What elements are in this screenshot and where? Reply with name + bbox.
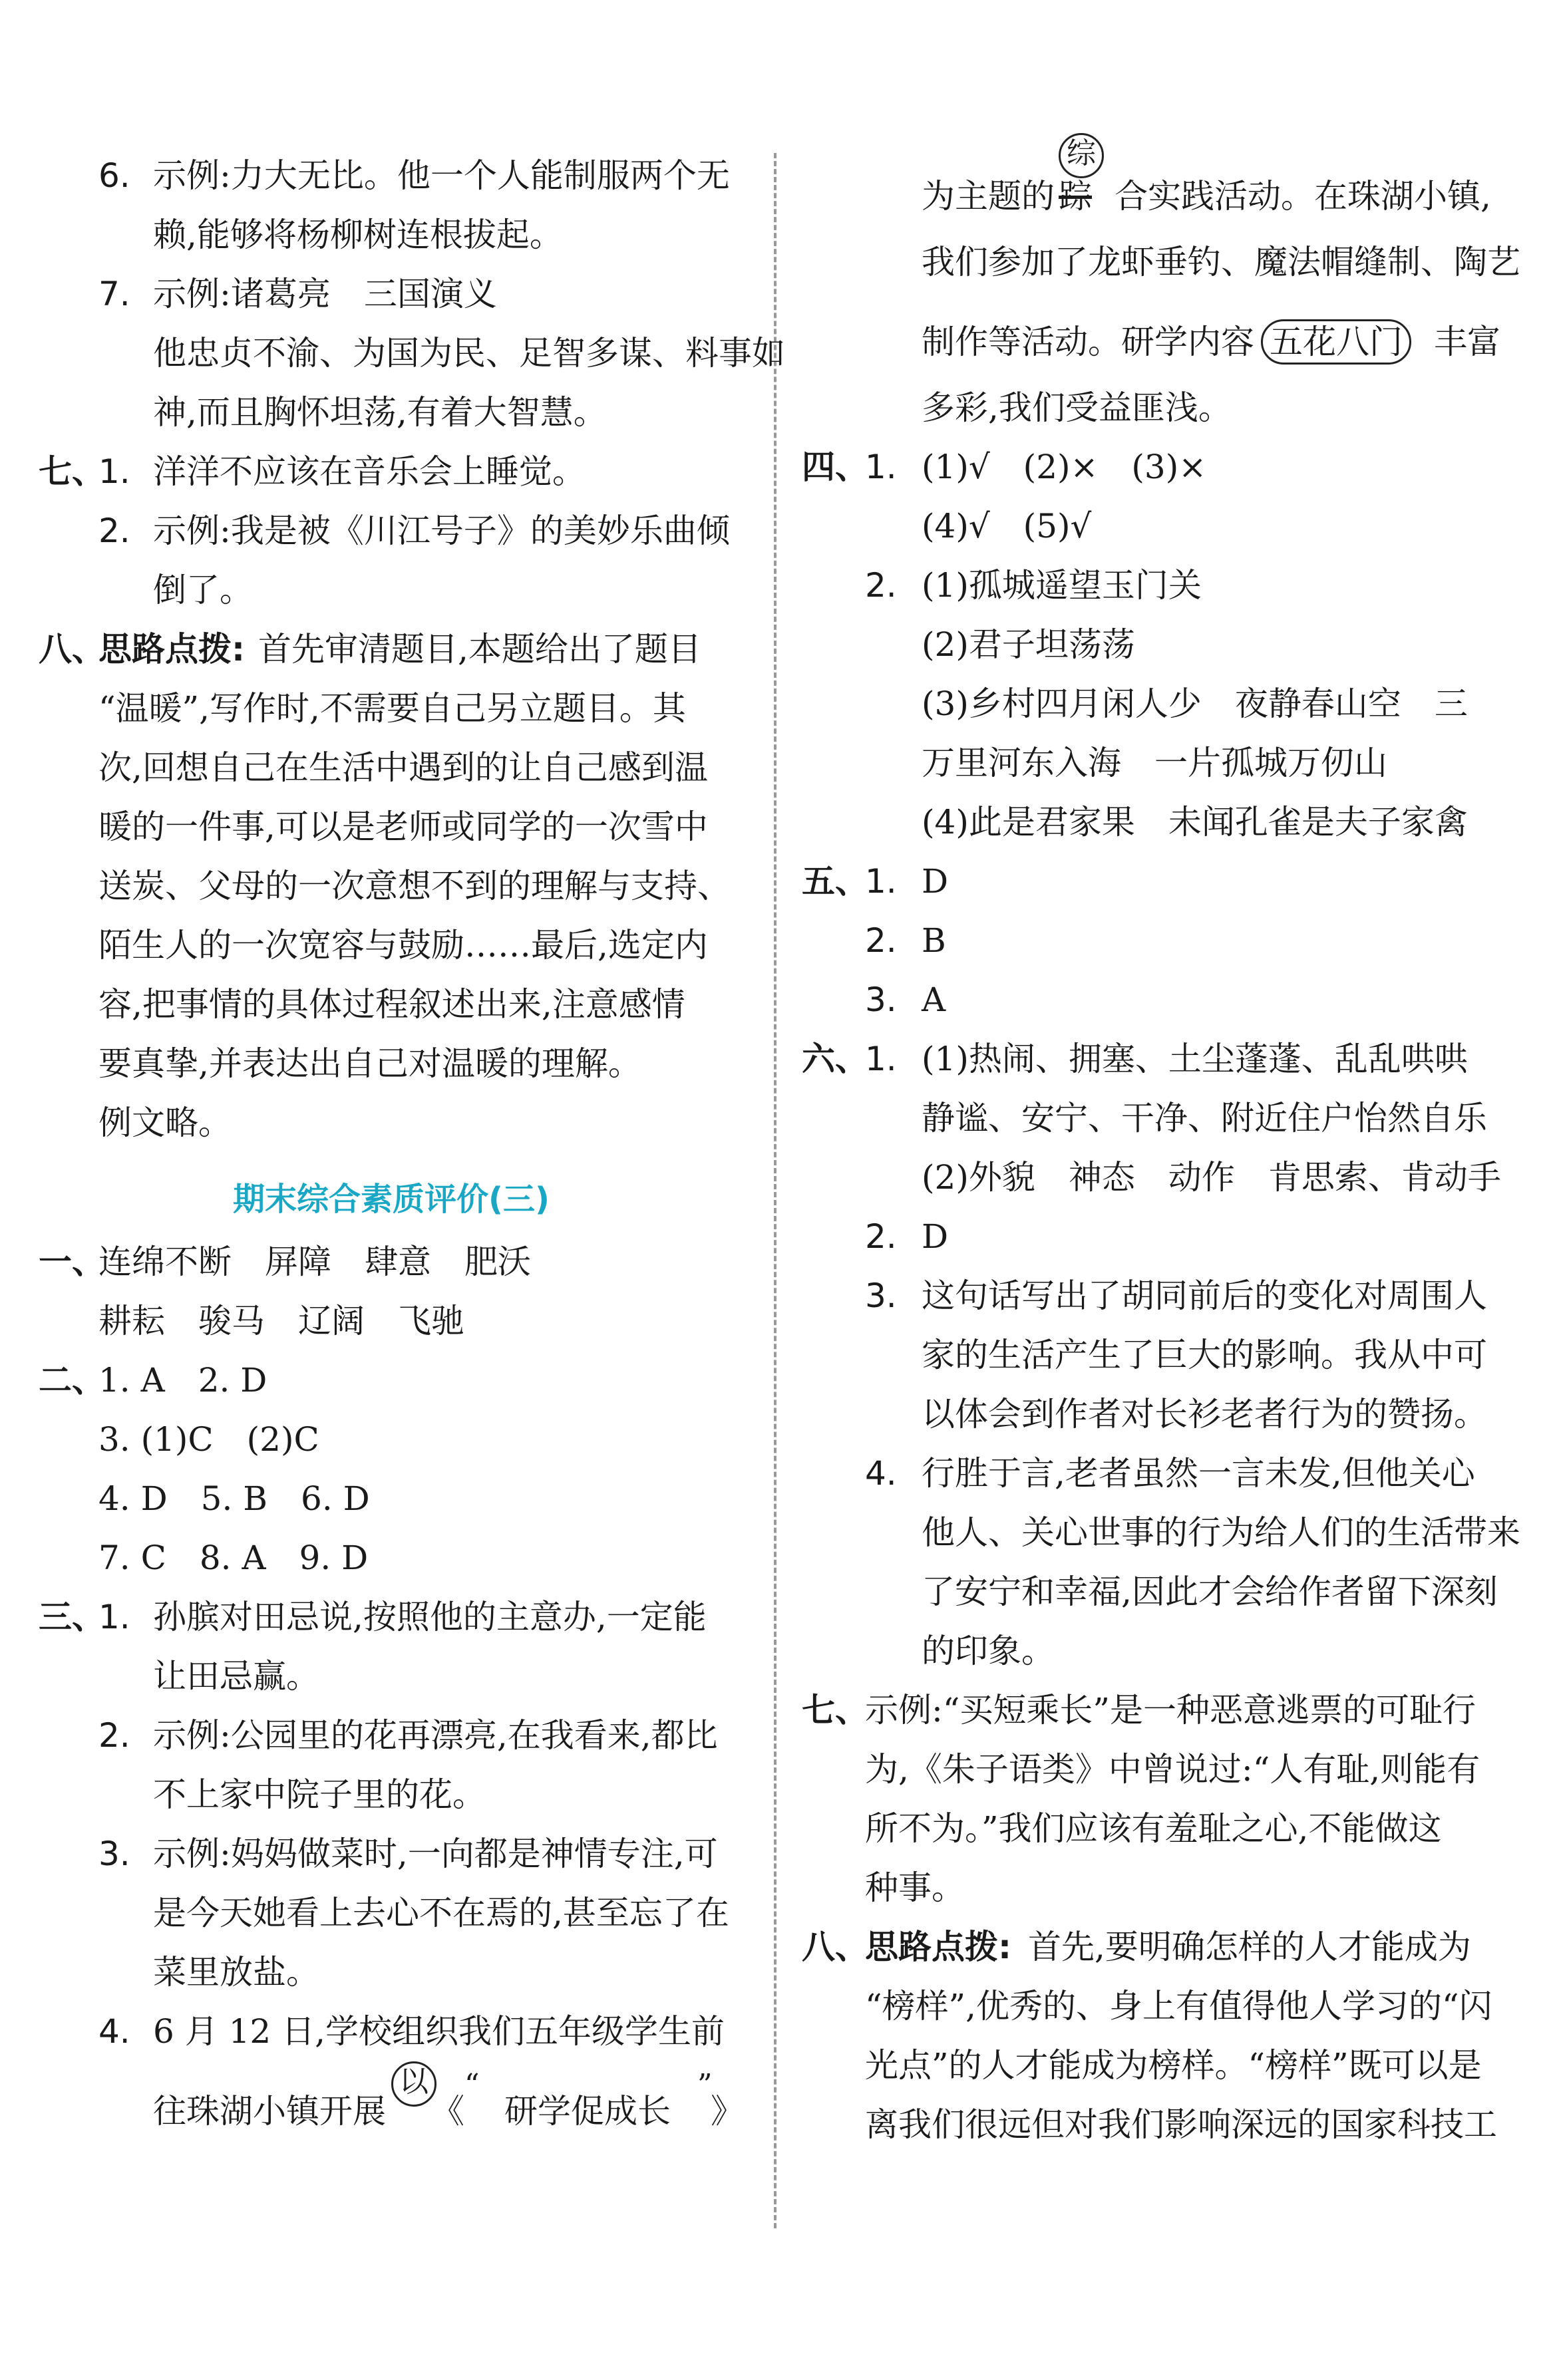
s1-row: 一、 连绵不断 屏障 肆意 肥沃 <box>39 1243 531 1281</box>
s8-row: 八、 思路点拨: 首先,要明确怎样的人才能成为 <box>802 1928 1471 1966</box>
correction-line: 往珠湖小镇开展 以 “ 《 研学促成长 ” 》 <box>39 2061 744 2148</box>
s5-row: 五、 1. D <box>802 862 949 901</box>
insertion-mark-zong: 综 <box>1059 133 1104 178</box>
s6-row: 六、 1. (1)热闹、拥塞、土尘蓬蓬、乱乱哄哄 <box>802 1040 1468 1078</box>
left-column: 6. 示例:力大无比。他一个人能制服两个无 赖,能够将杨柳树连根拔起。 7. 示例:诸葛亮 三国演义 他忠贞不渝、为国为民、足智多谋、料事如 神,而且胸怀坦荡,有着大智慧。 七、 1. 洋洋不应该在音乐会上睡觉。 2. 示例:我是被《川江号子》的美妙乐曲倾 倒了。 八、 思路点拨: 首先审清题目,本题给出了题目 “温暖”,写作时,不需要自己另立题目。其 次,回想自己在生活中遇到的让自己感到温 暖的一件事,可以是老师或同学的一次雪中 送炭、父母的一次意想不到的理解与支持、 陌生人的一次宽容与鼓励……最后,选定内 容,把事情的具体过程叙述出来,注意感情 要真挚,并表达出自己对温暖的理解。 例文略。 期末综合素质评价(三) 一、 连绵不断 屏障 肆意 肥沃 耕耘 骏马 辽阔 飞驰 二、 1. A 2. D 3. (1)C (2)C 4. D 5. B 6. D 7. C 8. A 9. D 三、 1. 孙膑对田忌说,按照他的主意办,一定能 让田忌赢。 2. 示例:公园里的花再漂亮,在我看来,都比 不上家中院子里的花。 3. 示例:妈妈做菜时,一向都是神情专注,可 是今天她看上去心不在焉的,甚至忘了在 菜里放盐。 4. 6 月 12 日,学校组织我们五年级学生前 往珠湖小镇开展 以 “ 《 研学促成长 ” 》 <box>39 146 744 2148</box>
s4-row: 四、 1. (1)√ (2)× (3)× <box>802 448 1207 486</box>
s3-row: 三、 1. 孙膑对田忌说,按照他的主意办,一定能 <box>39 1598 707 1636</box>
q7-row: 7. 示例:诸葛亮 三国演义 <box>98 275 497 313</box>
section-8-left: 八、 思路点拨: 首先审清题目,本题给出了题目 <box>39 630 701 669</box>
q6-row: 6. 示例:力大无比。他一个人能制服两个无 <box>98 156 730 195</box>
circled-idiom: 五花八门 <box>1261 319 1411 365</box>
section-title: 期末综合素质评价(三) <box>233 1181 550 1218</box>
column-divider <box>774 153 777 2228</box>
section-7-left: 七、 1. 洋洋不应该在音乐会上睡觉。 <box>39 452 586 491</box>
correction-line-zong: 为主题的 综 踪 合实践活动。在珠湖小镇, <box>802 146 1520 233</box>
insertion-mark-yi: 以 <box>391 2061 436 2107</box>
right-column: 为主题的 综 踪 合实践活动。在珠湖小镇, 我们参加了龙虾垂钓、魔法帽缝制、陶艺 制作等活动。研学内容 五花八门 丰富 多彩,我们受益匪浅。 四、 1. (1)√ (2)× (3)× (4)√ (5)√ 2. (1)孤城遥望玉门关 (2)君子坦荡荡 (3)乡村四月闲人少 夜静春山空 三 万里河东入海 一片孤城万仞山 (4)此是君家果 未闻孔雀是夫子家禽 五、 1. D 2. B 3. A 六、 1. (1)热闹、拥塞、土尘蓬蓬、乱乱哄哄 静谧、安宁、干净、附近住户怡然自乐 (2)外貌 神态 动作 肯思索、肯动手 2. D 3. 这句话写出了胡同前后的变化对周围人 家的生活产生了巨大的影响。我从中可 以体会到作者对长衫老者行为的赞扬。 4. 行胜于言,老者虽然一言未发,但他关心 他人、关心世事的行为给人们的生活带来 了安宁和幸福,因此才会给作者留下深刻 的印象。 七、 示例:“买短乘长”是一种恶意逃票的可耻行 为,《朱子语类》中曾说过:“人有耻,则能有 所不为。”我们应该有羞耻之心,不能做这 种事。 八、 思路点拨: 首先,要明确怎样的人才能成为 “榜样”,优秀的、身上有值得他人学习的“闪 光点”的人才能成为榜样。“榜样”既可以是 离我们很远但对我们影响深远的国家科技工 <box>802 146 1520 2155</box>
s2-row: 二、 1. A 2. D <box>39 1361 267 1400</box>
s7-row: 七、 示例:“买短乘长”是一种恶意逃票的可耻行 <box>802 1691 1476 1729</box>
